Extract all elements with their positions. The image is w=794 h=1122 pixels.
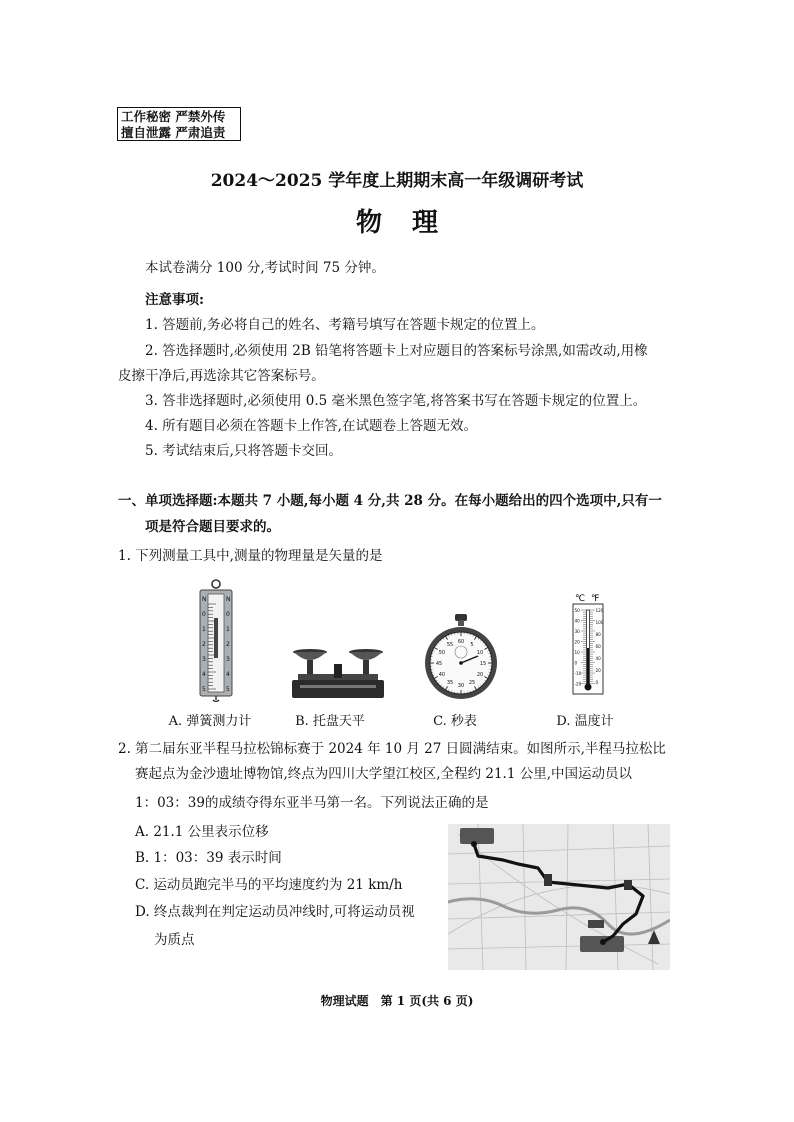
thermometer-liquid	[587, 648, 589, 686]
q1-option-d: D. 温度计	[556, 714, 614, 729]
right-post	[363, 660, 369, 676]
right-pan-bowl	[350, 652, 382, 660]
note-item: 1. 答题前,务必将自己的姓名、考籍号填写在答题卡规定的位置上。	[145, 317, 545, 333]
scale-label: 3	[226, 656, 230, 663]
scale-label: 2	[202, 641, 206, 648]
dial-number: 55	[446, 641, 454, 648]
note-item: 皮擦干净后,再选涂其它答案标号。	[118, 368, 325, 384]
landmark-icon	[544, 874, 552, 886]
question-2-stem-cont: 赛起点为金沙遗址博物馆,终点为四川大学望江校区,全程约 21.1 公里,中国运动员以	[135, 766, 633, 782]
fahrenheit-label: 40	[595, 656, 601, 661]
scale-label: 2	[226, 641, 230, 648]
dial-number: 50	[438, 650, 446, 656]
celsius-label: 30	[574, 629, 580, 634]
exam-title: 2024～2025 学年度上期期末高一年级调研考试	[210, 171, 584, 191]
dial-number: 5	[470, 641, 474, 648]
dial-number: 35	[446, 680, 454, 687]
confidential-line-1: 工作秘密 严禁外传	[121, 109, 226, 124]
section-heading-cont: 项是符合题目要求的。	[145, 519, 280, 535]
balance-scale-image	[290, 638, 386, 700]
base-rail	[300, 685, 376, 688]
center-pivot	[334, 664, 342, 678]
subject-title: 物理	[355, 208, 468, 238]
thermometer-bulb	[585, 684, 592, 691]
scale-label: N	[226, 596, 231, 603]
celsius-label: 10	[574, 650, 580, 655]
q1-option-a: A. 弹簧测力计	[168, 714, 252, 729]
balance-base	[292, 680, 384, 698]
fahrenheit-label: 100	[595, 620, 604, 625]
fahrenheit-label: 80	[595, 632, 601, 637]
landmark-icon	[624, 880, 632, 890]
scale-label: N	[202, 596, 207, 603]
fahrenheit-unit: ℉	[591, 594, 600, 604]
note-item: 3. 答非选择题时,必须使用 0.5 毫米黑色签字笔,将答案书写在答题卡规定的位置上。	[145, 393, 647, 409]
celsius-unit: ℃	[575, 594, 586, 604]
celsius-label: 0	[574, 660, 578, 666]
q2-option-a: A. 21.1 公里表示位移	[135, 824, 269, 840]
dial-number: 15	[479, 661, 487, 667]
scale-label: 5	[226, 686, 230, 693]
dial-number: 30	[457, 683, 465, 689]
dial-number: 20	[476, 672, 484, 678]
scale-label: 1	[202, 626, 206, 633]
note-item: 5. 考试结束后,只将答题卡交回。	[145, 443, 342, 459]
hand-pivot	[459, 661, 463, 665]
stopwatch-crown	[455, 614, 467, 621]
q2-option-c: C. 运动员跑完半马的平均速度约为 21 km/h	[135, 877, 403, 893]
scale-label: 5	[202, 686, 206, 693]
question-1-stem: 1. 下列测量工具中,测量的物理量是矢量的是	[118, 548, 383, 564]
q1-option-b: B. 托盘天平	[295, 714, 365, 729]
dial-number: 45	[435, 661, 443, 667]
landmark-icon	[588, 920, 604, 928]
celsius-label: -20	[574, 681, 582, 687]
section-heading: 一、单项选择题:本题共 7 小题,每小题 4 分,共 28 分。在每小题给出的四个选项中,只有一	[118, 493, 662, 509]
spring-pointer	[214, 618, 218, 658]
fahrenheit-label: 60	[595, 644, 601, 649]
scale-label: 4	[202, 671, 206, 678]
start-marker	[460, 828, 494, 844]
thermometer-image	[567, 590, 607, 696]
intro-text: 本试卷满分 100 分,考试时间 75 分钟。	[145, 260, 385, 276]
note-item: 4. 所有题目必须在答题卡上作答,在试题卷上答题无效。	[145, 418, 477, 434]
left-pan-bowl	[294, 652, 326, 660]
left-post	[307, 660, 313, 676]
hook-top	[212, 580, 220, 588]
scale-label: 0	[202, 611, 206, 618]
scale-label: 0	[226, 611, 230, 618]
question-2-stem-cont: 1：03：39的成绩夺得东亚半马第一名。下列说法正确的是	[135, 795, 489, 811]
note-item: 2. 答选择题时,必须使用 2B 铅笔将答题卡上对应题目的答案标号涂黑,如需改动,用橡	[145, 343, 648, 359]
stopwatch-image	[424, 614, 498, 702]
celsius-label: 50	[574, 608, 580, 613]
end-point	[600, 939, 606, 945]
start-point	[471, 841, 477, 847]
q2-option-b: B. 1：03：39 表示时间	[135, 850, 282, 866]
stopwatch-stem	[458, 620, 464, 626]
marathon-route-map	[448, 824, 670, 970]
page-footer: 物理试题 第 1 页(共 6 页)	[320, 994, 474, 1008]
q2-option-d: D. 终点裁判在判定运动员冲线时,可将运动员视	[135, 904, 415, 920]
question-2-stem: 2. 第二届东亚半程马拉松锦标赛于 2024 年 10 月 27 日圆满结束。如图所示,半程马拉松比	[118, 741, 666, 757]
scale-label: 1	[226, 626, 230, 633]
fahrenheit-label: 120	[595, 608, 604, 613]
hook-bottom	[213, 696, 219, 702]
notes-heading: 注意事项:	[145, 292, 204, 308]
celsius-label: -10	[574, 671, 582, 676]
celsius-label: 20	[574, 639, 580, 645]
celsius-label: 40	[574, 618, 580, 624]
dial-number: 40	[438, 672, 446, 678]
fahrenheit-label: 0	[595, 680, 599, 685]
fahrenheit-label: 20	[595, 668, 601, 673]
q1-option-c: C. 秒表	[433, 714, 477, 729]
confidential-stamp	[117, 107, 241, 141]
scale-label: 3	[202, 656, 206, 663]
dial-number: 25	[468, 680, 476, 687]
spring-scale-image	[186, 578, 246, 702]
dial-number: 60	[457, 639, 465, 645]
dial-number: 10	[476, 650, 484, 656]
q2-option-d-cont: 为质点	[154, 932, 195, 948]
confidential-line-2: 擅自泄露 严肃追责	[121, 125, 226, 140]
scale-label: 4	[226, 671, 230, 678]
